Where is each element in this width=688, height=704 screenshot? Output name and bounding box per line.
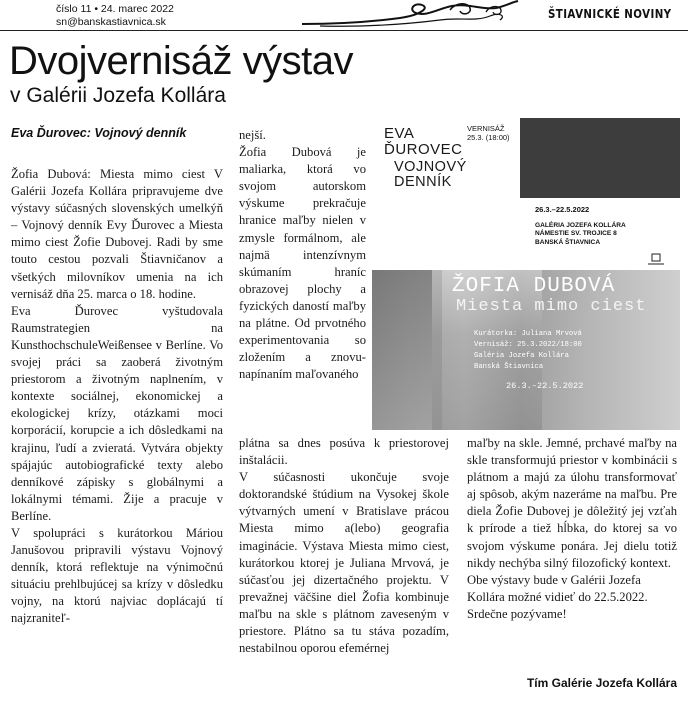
paragraph: Žofia Dubová je maliarka, ktorá vo svojom autorskom výskume prekračuje hranice maľby nielen v zmysle formálnom, ale najmä intenzívnym skúmaním hraníc obrazovej plochy a fyzických daností maľby na plátne. Od prvotného experimentovania so zložením a znovu-napínaním maľovaného xyxy=(239,145,366,382)
article-column-2-top xyxy=(239,127,366,383)
poster-gallery2-line: Banská Štiavnica xyxy=(474,363,544,371)
paragraph: maľby na skle. Jemné, prchavé maľby na skle transformujú priestor v kombinácii s plátnom a majú za úlohu transformovať aj spôsob, akým nazeráme na maľbu. Pre diela Žofie Dubovej je dôležitý jej vzťah k prírode a tiež hĺbka, do ktorej sa vo svojom výskume ponára. Jej dielu totiž nikdy nechýba silný filozofický kontext. xyxy=(467,436,677,570)
poster-gallery-line: NÁMESTIE SV. TROJICE 8 xyxy=(535,230,617,238)
poster-curator: Kurátorka: Juliana Mrvová xyxy=(474,330,582,338)
paragraph: Žofia Dubová: Miesta mimo ciest V Galérii Jozefa Kollára pripravujeme dve výstavy súčasných slovenských umelkýň – Vojnový denník Evy Ďurovec a Miesta mimo ciest Žofie Dubovej. Radi by sme touto cestou pozvali Štiavničanov a všetkých milovníkov umenia na ich vernisáž dňa 25. marca o 18. hodine. xyxy=(11,167,223,301)
poster-title1-line1: VOJNOVÝ xyxy=(394,159,467,175)
article-subtitle: v Galérii Jozefa Kollára xyxy=(10,84,226,107)
paragraph: Obe výstavy bude v Galérii Jozefa Kollára možné vidieť do 22.5.2022. Srdečne pozývame! xyxy=(467,572,648,621)
gallery-logo-icon xyxy=(646,253,666,267)
poster-gallery xyxy=(535,222,626,247)
poster-dates2: 26.3.–22.5.2022 xyxy=(506,381,584,391)
article-column-1 xyxy=(11,166,223,628)
poster-gallery-line: GALÉRIA JOZEFA KOLLÁRA xyxy=(535,222,626,229)
issue-date: číslo 11 • 24. marec 2022 xyxy=(56,3,174,15)
article-column-2-bottom xyxy=(239,435,449,657)
poster-vernisaz xyxy=(467,124,510,142)
poster-artist2: ŽOFIA DUBOVÁ xyxy=(452,275,616,298)
poster-info2 xyxy=(474,329,582,373)
section-heading: Eva Ďurovec: Vojnový denník xyxy=(11,126,187,140)
poster-title1-line2: DENNÍK xyxy=(394,174,452,190)
paragraph: V spolupráci s kurátorkou Máriou Janušovou pripravili výstavu Vojnový denník, ktorá reflektuje na výnimočnú situáciu prehlbujúcej sa krízy v dôsledku vojny, na ktorú najviac doplácajú tí najzraniteľ- xyxy=(11,525,223,626)
poster-vernisaz2: Vernisáž: 25.3.2022/18:00 xyxy=(474,341,582,349)
poster-artist1-last: ĎUROVEC xyxy=(384,141,463,158)
poster-vernisaz-time: 25.3. (18:00) xyxy=(467,133,510,142)
poster-gallery2-line: Galéria Jozefa Kollára xyxy=(474,352,569,360)
exhibition-poster xyxy=(372,118,680,430)
poster-artist1-first: EVA xyxy=(384,125,415,142)
poster-dark-block xyxy=(520,118,680,198)
paragraph: Eva Ďurovec vyštudovala Raumstrategien na KunsthochschuleWeißensee v Berlíne. Vo svojej práci sa zaoberá životným priestorom a životným naplnením, v kontexte sociálnej, ekonomickej a ekologickej krízy, otázkami moci korporácií, korupcie a ich dôsledkami na krajinu, ľudí a zvieratá. Vytvára objekty spájajúc autobiografické texty alebo denníkové zápisky s globálnymi a lokálnymi témami. Žije a pracuje v Berlíne. xyxy=(11,303,223,523)
issue-info xyxy=(56,3,174,29)
poster-vernisaz-label: VERNISÁŽ xyxy=(467,124,505,133)
masthead: ŠTIAVNICKÉ NOVINY xyxy=(548,6,672,21)
paragraph: plátna sa dnes posúva k priestorovej inštalácii. xyxy=(239,436,449,468)
poster-gallery-line: BANSKÁ ŠTIAVNICA xyxy=(535,238,601,246)
paragraph: V súčasnosti ukončuje svoje doktorandské štúdium na Vysokej škole výtvarných umení v Bratislave prácou Miesta mimo a(lebo) geografia imaginácie. Výstava Miesta mimo ciest, kurátorkou ktorej je Juliana Mrvová, je súčasťou jej dizertačného projektu. V prevažnej väčšine diel Žofia kombinuje maľbu na skle s plátnom zaveseným v priestore. Plátno sa tu stáva pozadím, nestabilnou oporou efemérnej xyxy=(239,470,449,656)
paragraph: nejší. xyxy=(239,128,266,142)
header-divider xyxy=(0,30,688,31)
contact-email: sn@banskastiavnica.sk xyxy=(56,16,166,28)
poster-dates: 26.3.–22.5.2022 xyxy=(535,205,590,214)
signature: Tím Galérie Jozefa Kollára xyxy=(526,676,677,690)
decorative-flourish-icon xyxy=(300,0,522,30)
poster-title2: Miesta mimo ciest xyxy=(456,297,647,316)
article-column-3 xyxy=(467,435,677,623)
article-title: Dvojvernisáž výstav xyxy=(9,39,353,83)
